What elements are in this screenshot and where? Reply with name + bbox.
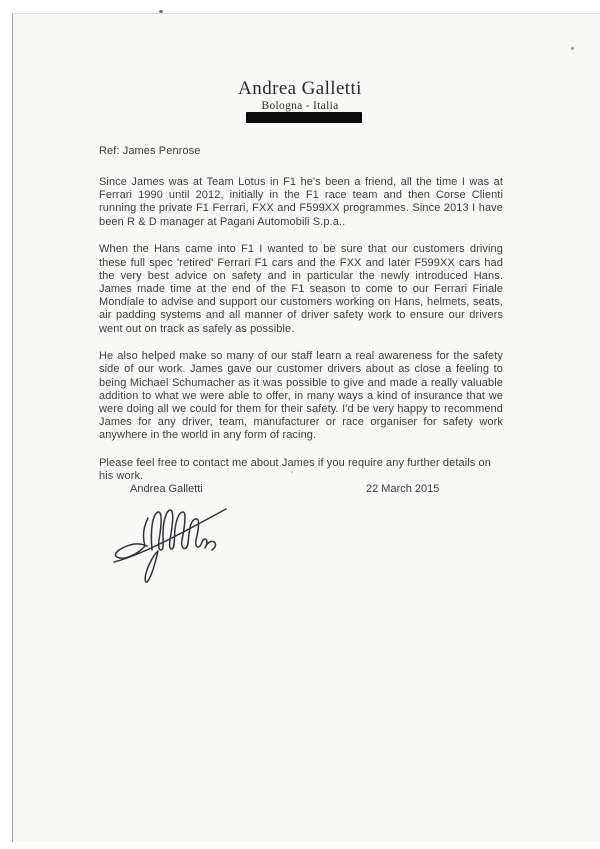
letterhead-location: Bologna - Italia xyxy=(261,100,339,112)
letterhead-name: Andrea Galletti xyxy=(238,78,362,99)
redaction-bar xyxy=(246,112,362,123)
paragraph: Please feel free to contact me about James if you require any further details on his work. xyxy=(99,457,491,483)
scan-artifact xyxy=(291,471,293,473)
handwritten-signature-icon xyxy=(108,498,230,588)
paragraph: He also helped make so many of our staff learn a real awareness for the safety side of our work. James gave our customer drivers about as close a feeling to being Michael Schumacher as it was possible to give and made a really valuable addition to what we were able to offer, in many ways a kind of insurance that we were doing all we could for them for their safety. I'd be very happy to recommend James for any driver, team, manufacturer or race organiser for safety work anywhere in the world in any form of racing. xyxy=(99,350,503,442)
letter-body xyxy=(99,176,503,498)
closing-signatory: Andrea Galletti xyxy=(130,483,203,495)
paragraph: Since James was at Team Lotus in F1 he's been a friend, all the time I was at Ferrari 1990 until 2012, initially in the F1 race team and then Corse Clienti running the private F1 Ferrari, FXX and F599XX programmes. Since 2013 I have been R & D manager at Pagani Automobili S.p.a.. xyxy=(99,176,503,228)
ref-line: Ref: James Penrose xyxy=(99,145,201,157)
closing-date: 22 March 2015 xyxy=(366,483,440,495)
scan-artifact xyxy=(571,47,574,50)
paragraph: When the Hans came into F1 I wanted to be sure that our customers driving these full spec 'retired' Ferrari F1 cars and the FXX and later F599XX cars had the very best advice on safety and in particular the newly introduced Hans. James made time at the end of the F1 season to come to our Ferrari Finale Mondiale to advise and support our customers working on Hans, helmets, seats, air padding systems and all manner of driver safety work to ensure our drivers went out on track as safely as possible. xyxy=(99,243,503,335)
scan-artifact xyxy=(159,10,163,13)
